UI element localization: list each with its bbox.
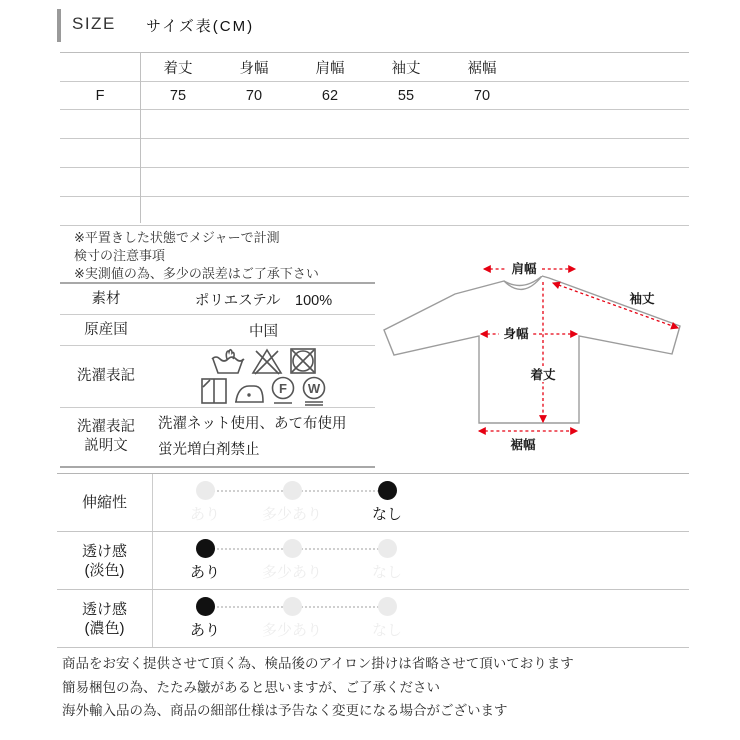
value-hem: 70 [473, 87, 491, 104]
option-nashi: なし [345, 481, 429, 524]
option-nashi: なし [345, 597, 429, 640]
attribute-table [57, 473, 689, 648]
hand-wash-icon [210, 347, 246, 375]
option-dot [378, 539, 397, 558]
col-header-sleeve: 袖丈 [391, 60, 421, 77]
option-dot [283, 539, 302, 558]
col-header-body-width: 身幅 [239, 60, 269, 77]
wet-clean-letter: W [307, 381, 321, 396]
care-symbols-row [60, 346, 375, 408]
origin-value: 中国 [249, 323, 278, 340]
note-line: ※平置きした状態でメジャーで計測 [74, 230, 280, 245]
empty-row [60, 139, 689, 168]
option-dot [196, 481, 215, 500]
sheer-dark-row [57, 590, 689, 648]
size-label: F [95, 87, 105, 104]
shoulder-label: 肩幅 [511, 262, 537, 276]
wet-clean-icon [301, 376, 327, 406]
empty-row [60, 168, 689, 197]
section-tag: SIZE [72, 14, 116, 33]
product-info-table [60, 282, 375, 468]
care-text-label: 洗濯表記 説明文 [77, 419, 135, 454]
stretch-row [57, 474, 689, 532]
option-tashou-ari: 多少あり [250, 539, 334, 582]
empty-row [60, 197, 689, 226]
option-dot [378, 597, 397, 616]
option-ari: あり [163, 597, 247, 640]
origin-label: 原産国 [84, 321, 128, 338]
material-value: ポリエステル 100% [194, 292, 333, 309]
iron-low-heat-icon [233, 377, 265, 405]
origin-row [60, 315, 375, 346]
note-line: ※実測値の為、多少の誤差はご了承下さい [74, 266, 319, 281]
hem-label: 裾幅 [510, 438, 536, 452]
size-table-divider [140, 52, 141, 223]
dry-clean-letter: F [279, 381, 287, 396]
care-text-value: 洗濯ネット使用、あて布使用 蛍光増白剤禁止 [158, 416, 347, 458]
option-dot [283, 481, 302, 500]
sleeve-label: 袖丈 [629, 292, 655, 306]
sheer-light-label: 透け感 (淡色) [81, 542, 127, 579]
body-width-label: 身幅 [503, 327, 529, 341]
option-tashou-ari: 多少あり [250, 597, 334, 640]
option-dot [196, 539, 215, 558]
do-not-bleach-icon [251, 347, 283, 375]
size-table-row-f [60, 82, 689, 110]
do-not-tumble-dry-icon [288, 347, 318, 375]
section-accent-bar [57, 9, 61, 42]
garment-diagram [372, 250, 694, 464]
option-nashi: なし [345, 539, 429, 582]
value-body-width: 70 [245, 87, 263, 104]
material-row [60, 284, 375, 315]
col-header-shoulder: 肩幅 [315, 60, 345, 77]
footer-line: 海外輸入品の為、商品の細部仕様は予告なく変更になる場合がございます [62, 703, 508, 718]
page-title: サイズ表(CM) [146, 18, 255, 35]
option-tashou-ari: 多少あり [250, 481, 334, 524]
footer-notices [62, 652, 712, 723]
stretch-label: 伸縮性 [81, 494, 127, 511]
care-text-row [60, 408, 375, 466]
option-dot [283, 597, 302, 616]
care-label: 洗濯表記 [77, 368, 135, 384]
note-line: 検寸の注意事項 [74, 248, 166, 263]
measurement-notes [74, 229, 319, 283]
option-ari: あり [163, 481, 247, 524]
sleeve-measure-line [553, 283, 678, 328]
option-dot [196, 597, 215, 616]
line-dry-in-shade-icon [200, 377, 228, 405]
care-icons [152, 347, 375, 406]
col-header-hem: 裾幅 [467, 60, 497, 77]
option-dot [378, 481, 397, 500]
col-header-length: 着丈 [163, 60, 193, 77]
size-table [60, 52, 689, 226]
size-table-header-row [60, 53, 689, 82]
material-label: 素材 [91, 290, 121, 307]
length-label: 着丈 [530, 368, 556, 382]
collar-band [504, 276, 542, 285]
dry-clean-petroleum-icon [270, 376, 296, 406]
option-ari: あり [163, 539, 247, 582]
sheer-dark-label: 透け感 (濃色) [81, 600, 127, 637]
value-shoulder: 62 [321, 87, 339, 104]
value-sleeve: 55 [397, 87, 415, 104]
sheer-light-row [57, 532, 689, 590]
empty-row [60, 110, 689, 139]
footer-line: 商品をお安く提供させて頂く為、検品後のアイロン掛けは省略させて頂いております [62, 656, 574, 671]
value-length: 75 [169, 87, 187, 104]
footer-line: 簡易梱包の為、たたみ皺があると思いますが、ご了承ください [62, 679, 440, 695]
